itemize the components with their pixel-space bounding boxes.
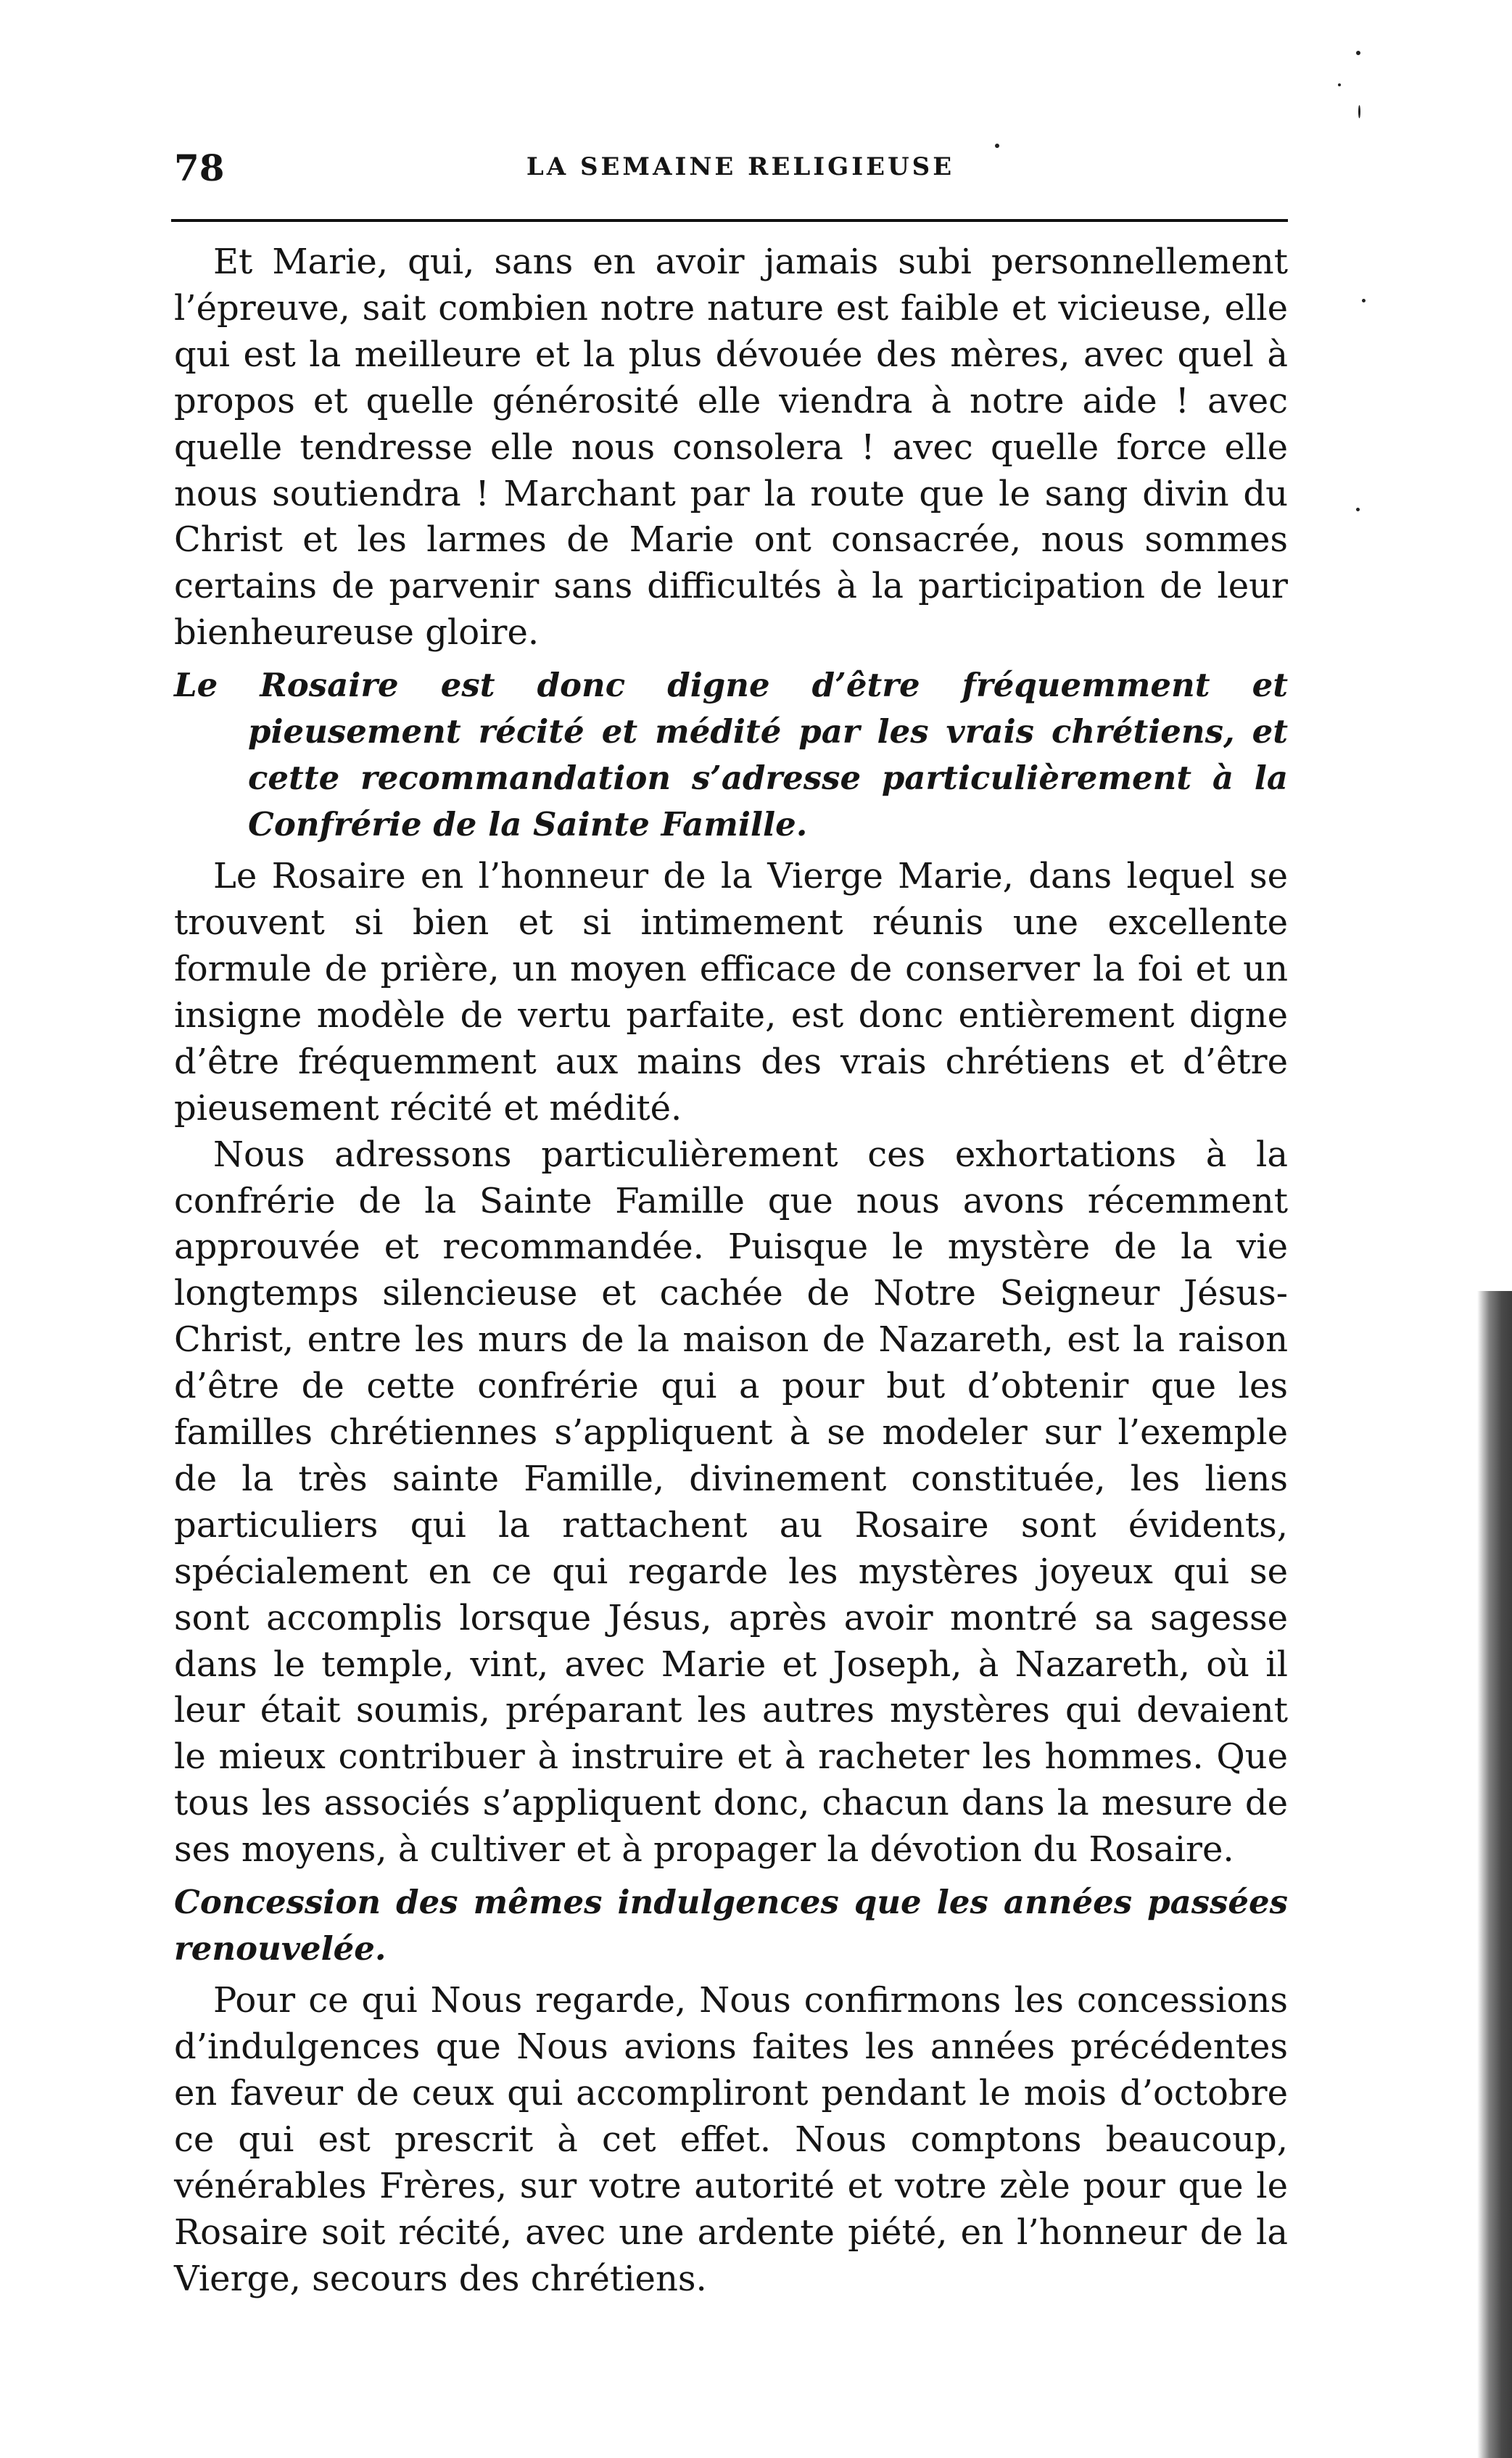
page-edge-shadow xyxy=(1477,1291,1512,2458)
paragraph-indulgences: Pour ce qui Nous regarde, Nous confirmons les concessions d’indulgences que Nous avions faites les années précédentes en faveur de ceux qui accompliront pendant le mois d’octobre ce qui est prescrit à cet effet. Nous comptons beaucoup, vénérables Frères, sur votre autorité et votre zèle pour que le Rosaire soit récité, avec une ardente piété, en l’honneur de la Vierge, secours des chrétiens. xyxy=(174,1980,1288,2299)
paragraph-confrerie: Nous adressons particulièrement ces exhortations à la confrérie de la Sainte Famille que nous avons récemment approuvée et recommandée. Puisque le mystère de la vie longtemps silencieuse et cachée de Notre Seigneur Jésus-Christ, entre les murs de la maison de Nazareth, est la raison d’être de cette confrérie qui a pour but d’obtenir que les familles chrétiennes s’appliquent à se modeler sur l’exemple de la très sainte Famille, divinement constituée, les liens particuliers qui la rattachent au Rosaire sont évidents, spécialement en ce qui regarde les mystères joyeux qui se sont accomplis lorsque Jésus, après avoir montré sa sagesse dans le temple, vint, avec Marie et Joseph, à Nazareth, où il leur était soumis, préparant les autres mystères qui devaient le mieux contribuer à instruire et à racheter les hommes. Que tous les associés s’appliquent donc, chacun dans la mesure de ses moyens, à cultiver et à propager la dévotion du Rosaire. xyxy=(174,1134,1288,1871)
section-heading-rosaire: Le Rosaire est donc digne d’être fréquemment et pieusement récité et médité par les vrais chrétiens, et cette recommandation s’adresse particulièrement à la Confrérie de la Sainte Famille. xyxy=(174,666,1288,844)
body-text xyxy=(174,239,1288,2302)
page-header xyxy=(168,142,1291,194)
scan-speck xyxy=(995,144,999,148)
scan-speck xyxy=(1362,299,1366,302)
scan-speck xyxy=(1356,51,1360,55)
paragraph-rosaire: Le Rosaire en l’honneur de la Vierge Marie, dans lequel se trouvent si bien et si intimement réunis une excellente formule de prière, un moyen efficace de conserver la foi et un insigne modèle de vertu parfaite, est donc entièrement digne d’être fréquemment aux mains des vrais chrétiens et d’être pieusement récité et médité. xyxy=(174,856,1288,1129)
paragraph-marie: Et Marie, qui, sans en avoir jamais subi personnellement l’épreuve, sait combien notre nature est faible et vicieuse, elle qui est la meilleure et la plus dévouée des mères, avec quel à propos et quelle générosité elle viendra à notre aide ! avec quelle tendresse elle nous consolera ! avec quelle force elle nous soutiendra ! Marchant par la route que le sang divin du Christ et les larmes de Marie ont consacrée, nous sommes certains de parvenir sans difficultés à la participation de leur bienheureuse gloire. xyxy=(174,242,1288,653)
scan-speck xyxy=(1356,508,1360,511)
running-title: LA SEMAINE RELIGIEUSE xyxy=(526,152,955,181)
scan-speck xyxy=(1358,105,1360,118)
page-number: 78 xyxy=(174,147,225,189)
scan-speck xyxy=(1338,83,1341,86)
section-heading-concession: Concession des mêmes indulgences que les années passées renouvelée. xyxy=(174,1883,1288,1968)
header-rule xyxy=(171,219,1288,222)
